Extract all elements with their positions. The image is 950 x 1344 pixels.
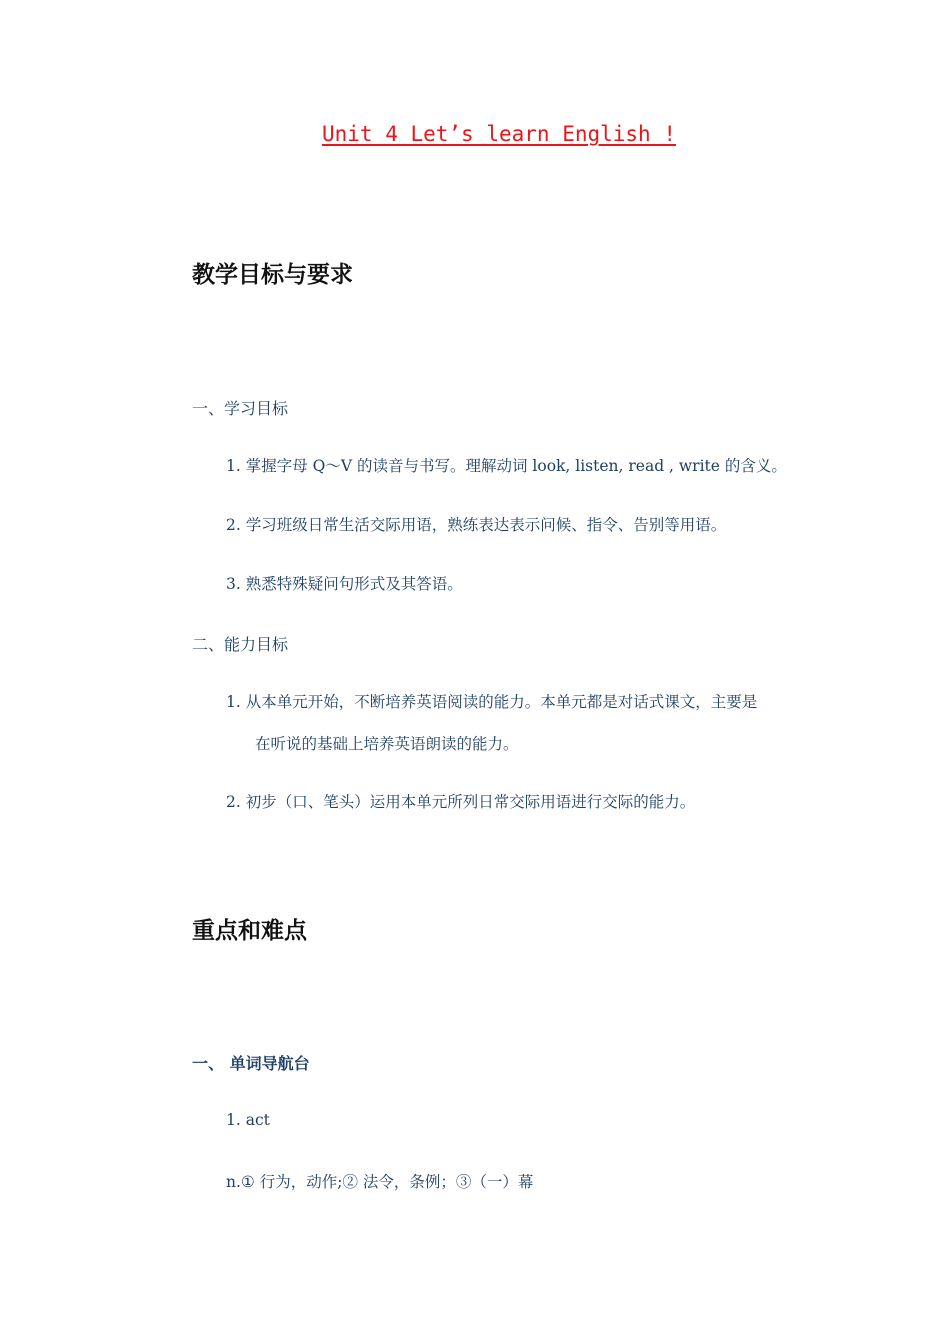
list-item-continuation: 在听说的基础上培养英语朗读的能力。 bbox=[255, 735, 519, 753]
list-item: 3. 熟悉特殊疑问句形式及其答语。 bbox=[226, 575, 463, 593]
list-item: 1. 从本单元开始，不断培养英语阅读的能力。本单元都是对话式课文，主要是 bbox=[226, 693, 758, 711]
word-entry: 1. act bbox=[226, 1111, 270, 1129]
document-title: Unit 4 Let’s learn English ! bbox=[321, 122, 676, 146]
section-word-guide: 一、 单词导航台 bbox=[192, 1054, 310, 1073]
list-item: 2. 初步（口、笔头）运用本单元所列日常交际用语进行交际的能力。 bbox=[226, 793, 696, 811]
heading-teaching-goals: 教学目标与要求 bbox=[192, 262, 353, 288]
section-ability-goals: 二、能力目标 bbox=[192, 635, 289, 654]
list-item: 2. 学习班级日常生活交际用语，熟练表达表示问候、指令、告别等用语。 bbox=[226, 516, 727, 534]
list-item: 1. 掌握字母 Q～V 的读音与书写。理解动词 look, listen, read , write 的含义。 bbox=[226, 457, 787, 475]
section-learning-goals: 一、学习目标 bbox=[192, 399, 289, 418]
heading-key-points: 重点和难点 bbox=[192, 918, 307, 944]
word-definition: n.① 行为，动作;② 法令，条例；③（一）幕 bbox=[226, 1173, 534, 1191]
